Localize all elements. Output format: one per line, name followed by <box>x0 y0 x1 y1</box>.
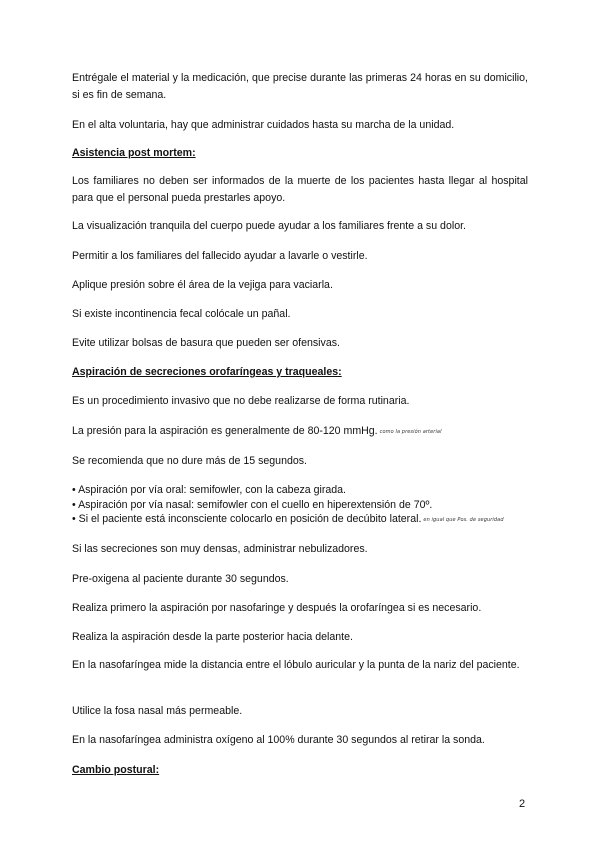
paragraph-discharge-material: Entrégale el material y la medicación, que precise durante las primeras 24 horas en su domicilio, si es fin de semana. <box>72 72 528 101</box>
bullet-oral-aspiration: • Aspiración por vía oral: semifowler, con la cabeza girada. <box>72 484 346 496</box>
positions-bullet-list <box>72 483 528 528</box>
paragraph-family-washing: Permitir a los familiares del fallecido ayudar a lavarle o vestirle. <box>72 250 368 262</box>
bullet-unconscious-patient <box>72 512 528 528</box>
paragraph-nasopharynx-first: Realiza primero la aspiración por nasofaringe y después la orofaríngea si es necesario. <box>72 602 482 614</box>
paragraph-incontinence: Si existe incontinencia fecal colócale un pañal. <box>72 308 291 320</box>
paragraph-invasive-procedure: Es un procedimiento invasivo que no debe realizarse de forma rutinaria. <box>72 395 410 407</box>
paragraph-nebulizers: Si las secreciones son muy densas, administrar nebulizadores. <box>72 543 368 555</box>
heading-post-mortem: Asistencia post mortem: <box>72 147 196 159</box>
heading-postural-change: Cambio postural: <box>72 764 160 776</box>
paragraph-permeable-nostril: Utilice la fosa nasal más permeable. <box>72 705 243 717</box>
paragraph-duration: Se recomienda que no dure más de 15 segundos. <box>72 455 307 467</box>
paragraph-pre-oxygenate: Pre-oxigena al paciente durante 30 segundos. <box>72 573 289 585</box>
paragraph-aspiration-pressure <box>72 423 528 441</box>
page-number: 2 <box>519 798 526 810</box>
paragraph-posterior-to-front: Realiza la aspiración desde la parte posterior hacia delante. <box>72 631 353 643</box>
paragraph-measure-distance: En la nasofaríngea mide la distancia entre el lóbulo auricular y la punta de la nariz del paciente. <box>72 659 520 671</box>
paragraph-oxygen-100: En la nasofaríngea administra oxígeno al 100% durante 30 segundos al retirar la sonda. <box>72 734 485 746</box>
heading-aspiration: Aspiración de secreciones orofaríngeas y traqueales: <box>72 366 342 378</box>
paragraph-garbage-bags: Evite utilizar bolsas de basura que pueden ser ofensivas. <box>72 337 340 349</box>
paragraph-body-viewing: La visualización tranquila del cuerpo puede ayudar a los familiares frente a su dolor. <box>72 220 466 232</box>
bullet-unconscious-text: • Si el paciente está inconsciente colocarlo en posición de decúbito lateral. <box>72 513 422 525</box>
handwritten-note-pressure: como la presión arterial <box>379 429 442 435</box>
bullet-nasal-aspiration: • Aspiración por vía nasal: semifowler con el cuello en hiperextensión de 70º. <box>72 498 433 511</box>
handwritten-note-lateral: en igual que Pos. de seguridad <box>423 517 504 523</box>
aspiration-pressure-text: La presión para la aspiración es generalmente de 80-120 mmHg. <box>72 425 378 437</box>
document-page <box>72 0 528 848</box>
paragraph-voluntary-discharge: En el alta voluntaria, hay que administrar cuidados hasta su marcha de la unidad. <box>72 119 455 131</box>
paragraph-family-notification: Los familiares no deben ser informados de la muerte de los pacientes hasta llegar al hospital para que el personal pueda prestarles apoyo. <box>72 175 528 204</box>
paragraph-bladder-pressure: Aplique presión sobre él área de la vejiga para vaciarla. <box>72 279 333 291</box>
